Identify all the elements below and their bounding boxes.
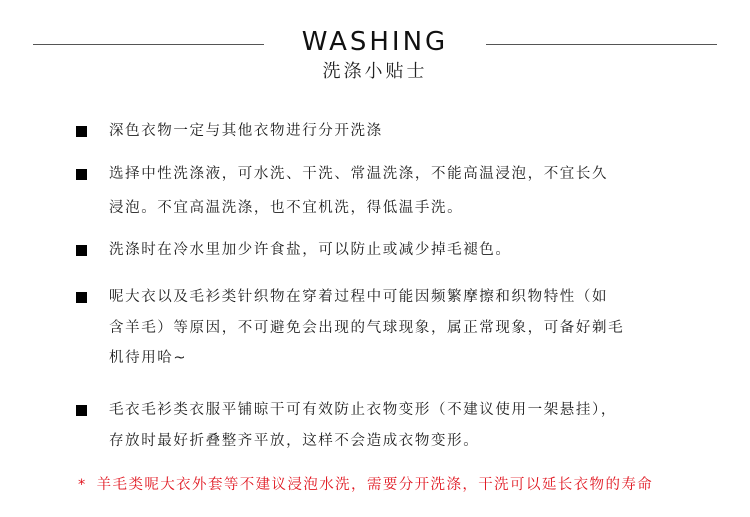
tip-text-line: 洗涤时在冷水里加少许食盐，可以防止或减少掉毛褪色。 <box>109 242 512 258</box>
tip-text-line: 含羊毛）等原因，不可避免会出现的气球现象，属正常现象，可备好剃毛 <box>109 320 625 336</box>
bullet-square-icon <box>76 169 87 180</box>
tip-text-line: 呢大衣以及毛衫类针织物在穿着过程中可能因频繁摩擦和织物特性（如 <box>109 289 609 305</box>
bullet-square-icon <box>76 245 87 256</box>
warning-text: 羊毛类呢大衣外套等不建议浸泡水洗，需要分开洗涤，干洗可以延长衣物的寿命 <box>96 477 654 493</box>
page-title: WASHING <box>301 27 449 57</box>
tip-text-line: 存放时最好折叠整齐平放，这样不会造成衣物变形。 <box>109 433 480 449</box>
warning-note <box>78 475 653 495</box>
page-subtitle: 洗涤小贴士 <box>322 61 428 82</box>
asterisk-icon: * <box>78 477 87 493</box>
bullet-square-icon <box>76 126 87 137</box>
tip-text-line: 浸泡。不宜高温洗涤，也不宜机洗，得低温手洗。 <box>109 200 464 216</box>
bullet-square-icon <box>76 405 87 416</box>
tip-text-line: 机待用哈~ <box>109 350 188 366</box>
tip-text-line: 选择中性洗涤液，可水洗、干洗、常温洗涤，不能高温浸泡，不宜长久 <box>109 166 609 182</box>
tip-text-line: 深色衣物一定与其他衣物进行分开洗涤 <box>109 123 383 139</box>
bullet-square-icon <box>76 292 87 303</box>
tip-text-line: 毛衣毛衫类衣服平铺晾干可有效防止衣物变形（不建议使用一架悬挂）， <box>109 402 617 418</box>
